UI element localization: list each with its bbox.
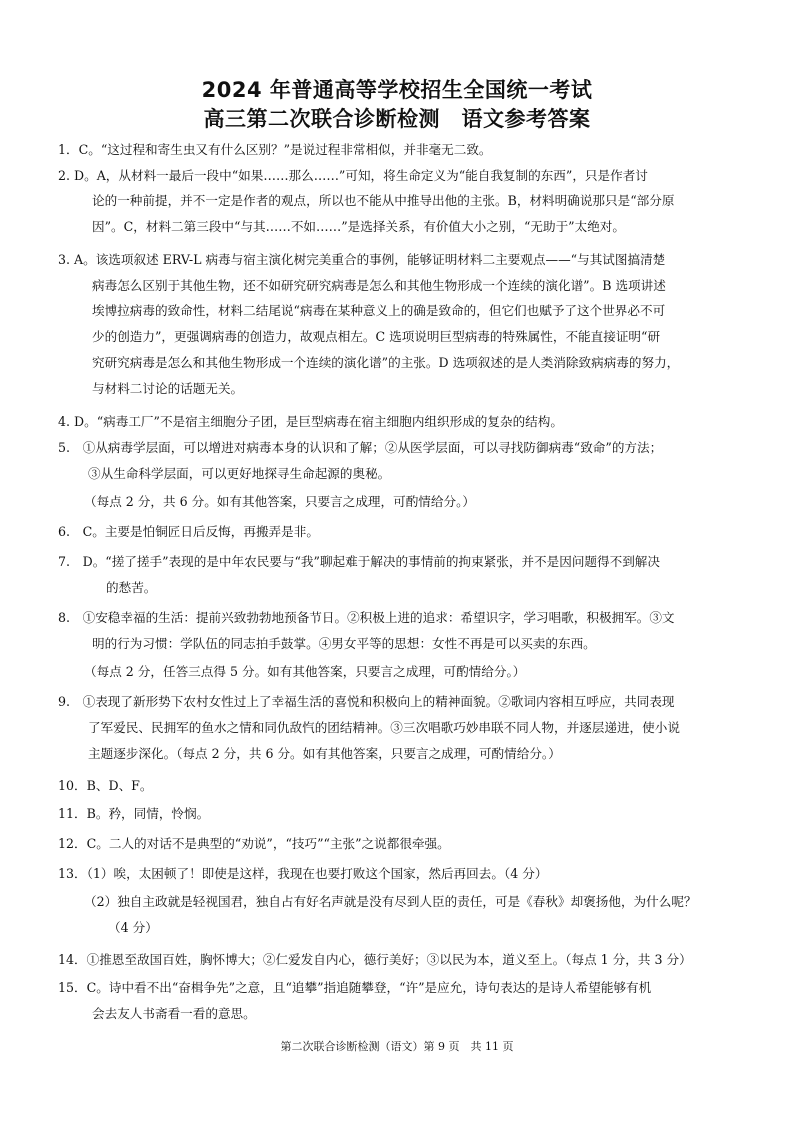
answer-line: 3. A。该选项叙述 ERV-L 病毒与宿主演化树完美重合的事例，能够证明材料二主要观点——“与其试图搞清楚	[58, 252, 666, 267]
answer-line: 因”。C，材料二第三段中“与其……不如……”是选择关系，有价值大小之别，“无助于”太绝对。	[92, 219, 625, 234]
scoring-note: （每点 2 分，任答三点得 5 分。如有其他答案，只要言之成理，可酌情给分。）	[84, 664, 526, 679]
answer-line: 会去友人书斋看一看的意思。	[92, 1006, 256, 1021]
answer-line: 11．B。矜，同情，怜悯。	[58, 806, 210, 821]
answer-line: 的愁苦。	[106, 580, 157, 595]
answer-line: 7. D。“搓了搓手”表现的是中年农民要与“我”聊起难于解决的事情前的拘束紧张，并不是因问题得不到解决	[58, 554, 660, 569]
page-footer: 第二次联合诊断检测（语文）第 9 页 共 11 页	[280, 1040, 514, 1053]
answer-line: 13．（1）唉，太困顿了！即使是这样，我现在也要打败这个国家，然后再回去。（4 分）	[58, 866, 548, 881]
answer-line: 论的一种前提，并不一定是作者的观点，所以也不能从中推导出他的主张。B，材料明确说那只是“部分原	[92, 193, 675, 208]
answer-line: （2）独自主政就是轻视国君，独自占有好名声就是没有尽到人臣的责任，可是《春秋》却褒扬他，为什么呢？	[84, 894, 697, 909]
answer-line: 究研究病毒是怎么和其他生物形成一个连续的演化谱”的主张。D 选项叙述的是人类消除致病病毒的努力，	[92, 355, 680, 370]
answer-line: 9. ①表现了新形势下农村女性过上了幸福生活的喜悦和积极向上的精神面貌。②歌词内容相互呼应，共同表现	[58, 694, 675, 709]
scoring-note: （每点 2 分，共 6 分。如有其他答案，只要言之成理，可酌情给分。）	[84, 494, 475, 509]
answer-line: 10．B、D、F。	[58, 778, 153, 793]
answer-line: 5. ①从病毒学层面，可以增进对病毒本身的认识和了解；②从医学层面，可以寻找防御病毒“致命”的方法；	[58, 440, 663, 455]
answer-line: 主题逐步深化。（每点 2 分，共 6 分。如有其他答案，只要言之成理，可酌情给分。）	[88, 746, 561, 761]
answer-line: 6. C。主要是怕铜匠日后反悔，再搬弄是非。	[58, 524, 319, 539]
answer-line: 12．C。二人的对话不是典型的“劝说”，“技巧”“主张”之说都很牵强。	[58, 836, 450, 851]
answer-line: 与材料二讨论的话题无关。	[92, 381, 244, 396]
answer-line: 了军爱民、民拥军的鱼水之情和同仇敌忾的团结精神。③三次唱歌巧妙串联不同人物，并逐层递进，使小说	[88, 720, 680, 735]
answer-key-title: 高三第二次联合诊断检测 语文参考答案	[203, 107, 591, 131]
answer-line: 14．①推恩至敌国百姓，胸怀博大；②仁爱发自内心，德行美好；③以民为本，道义至上。（每点 1 分，共 3 分）	[58, 952, 692, 967]
answer-line: （4 分）	[108, 920, 158, 935]
answer-line: 明的行为习惯：学队伍的同志拍手鼓掌。④男女平等的思想：女性不再是可以买卖的东西。	[92, 636, 596, 651]
answer-line: 2. D。A，从材料一最后一段中“如果……那么……”可知，将生命定义为“能自我复制的东西”，只是作者讨	[58, 168, 648, 183]
answer-line: ③从生命科学层面，可以更好地探寻生命起源的奥秘。	[88, 466, 391, 481]
answer-line: 4. D。“病毒工厂”不是宿主细胞分子团，是巨型病毒在宿主细胞内组织形成的复杂的结构。	[58, 414, 563, 429]
answer-line: 埃博拉病毒的致命性，材料二结尾说“病毒在某种意义上的确是致命的，但它们也赋予了这个世界必不可	[92, 303, 666, 318]
answer-line: 少的创造力”，更强调病毒的创造力，故观点相左。C 选项说明巨型病毒的特殊属性，不能直接证明“研	[92, 329, 661, 344]
answer-line: 病毒怎么区别于其他生物，还不如研究研究病毒是怎么和其他生物形成一个连续的演化谱”。B 选项讲述	[92, 278, 666, 293]
exam-title: 2024 年普通高等学校招生全国统一考试	[201, 78, 593, 102]
answer-line: 1．C。“这过程和寄生虫又有什么区别？”是说过程非常相似，并非毫无二致。	[58, 142, 492, 157]
answer-line: 8. ①安稳幸福的生活：提前兴致勃勃地预备节日。②积极上进的追求：希望识字，学习唱歌，积极拥军。③文	[58, 610, 675, 625]
answer-line: 15．C。诗中看不出“奋楫争先”之意，且“追攀”指追随攀登，“许”是应允，诗句表达的是诗人希望能够有机	[58, 980, 652, 995]
